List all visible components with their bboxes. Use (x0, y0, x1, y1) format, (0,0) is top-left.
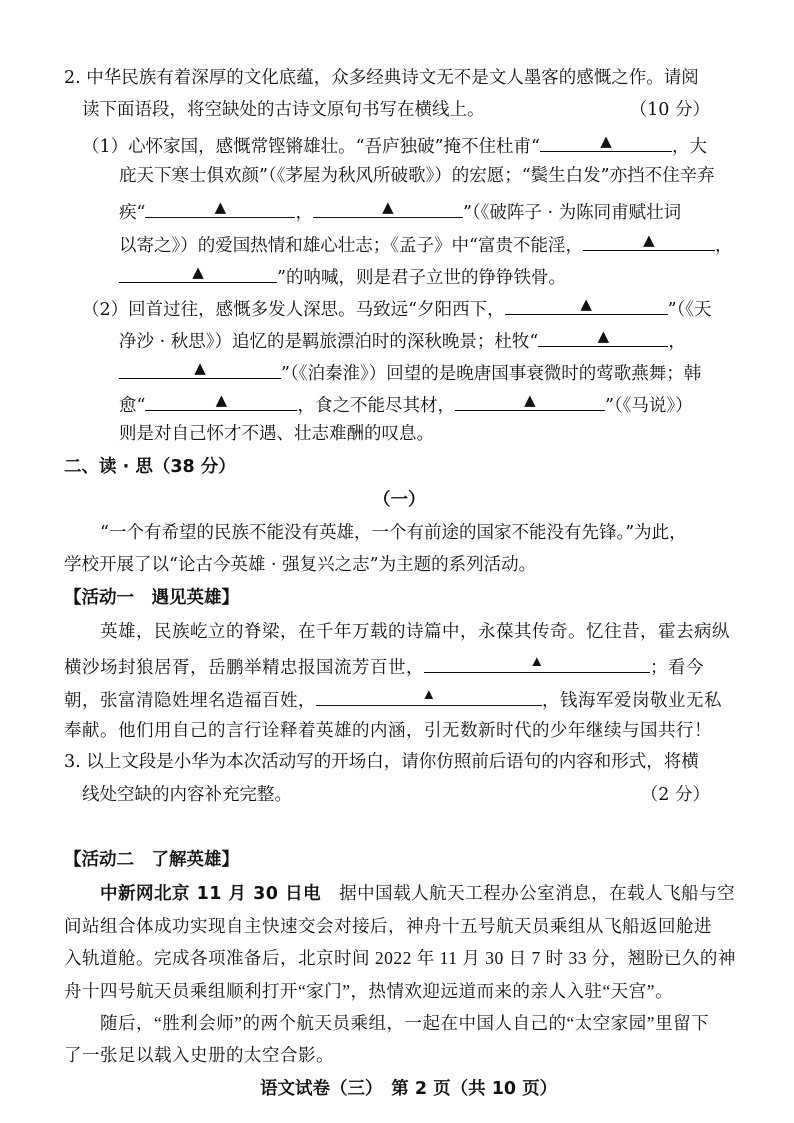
q2-part2-line-4: 愈“ ▲ ，食之不能尽其材， ▲ ”（《马说》） (119, 391, 693, 416)
answer-blank[interactable] (538, 326, 668, 347)
answer-blank[interactable] (313, 197, 463, 218)
q2-part2-line-5: 则是对自己怀才不遇、壮志难酬的叹息。 (119, 424, 434, 444)
answer-blank[interactable] (119, 262, 277, 283)
triangle-marker-icon: ▲ (421, 687, 437, 703)
answer-blank[interactable] (316, 685, 542, 706)
q2-score: （10 分） (629, 100, 710, 120)
activity-1-line-1: 英雄，民族屹立的脊梁，在千年万载的诗篇中，永葆其传奇。忆往昔，霍去病纵 (100, 621, 730, 641)
activity-2-line-1: 中新网北京 11 月 30 日电 据中国载人航天工程办公室消息，在载人飞船与空 (100, 883, 736, 904)
triangle-marker-icon: ▲ (214, 198, 227, 216)
q2-part1-line-2: 庇天下寒士俱欢颜”（《茅屋为秋风所破歌》）的宏愿；“鬓生白发”亦挡不住辛弃 (119, 166, 715, 186)
q2-part2-line-2: 净沙 · 秋思》）追忆的是羁旅漂泊时的深秋晚景；杜牧“ ▲ ， (119, 327, 686, 352)
answer-blank[interactable] (119, 358, 281, 379)
q2-part2-line-1: （2）回首过往，感慨多发人深思。马致远“夕阳西下， ▲ ”（《天 (82, 295, 712, 320)
activity-1-line-2: 横沙场封狼居胥，岳鹏举精忠报国流芳百世， ▲ ；看今 (64, 654, 704, 677)
triangle-marker-icon: ▲ (529, 654, 545, 670)
q2-part2-line-3: ▲ ”（《泊秦淮》）回望的是晚唐国事衰微时的莺歌燕舞；韩 (119, 358, 701, 384)
activity-1-line-3: 朝，张富清隐姓埋名造福百姓， ▲ ，钱海军爱岗敬业无私 (64, 687, 722, 710)
q2-part1-line-5: ▲ ”的呐喊，则是君子立世的铮铮铁骨。 (119, 262, 566, 288)
triangle-marker-icon: ▲ (215, 391, 228, 409)
triangle-marker-icon: ▲ (600, 132, 612, 150)
subsection-title: （一） (373, 490, 426, 510)
q3-score: （2 分） (640, 785, 710, 805)
triangle-marker-icon: ▲ (643, 231, 655, 249)
triangle-marker-icon: ▲ (597, 327, 610, 345)
q2-line-1: 2. 中华民族有着深厚的文化底蕴，众多经典诗文无不是文人墨客的感慨之作。请阅 (64, 68, 699, 88)
triangle-marker-icon: ▲ (382, 198, 394, 216)
intro-line-2: 学校开展了以“论古今英雄 · 强复兴之志”为主题的系列活动。 (64, 555, 537, 575)
activity-2-line-2: 间站组合体成功实现自主快速交会对接后，神舟十五号航天员乘组从飞船返回舱进 (64, 916, 712, 936)
q3-line-2: 线处空缺的内容补充完整。 (82, 785, 292, 805)
q2-part1-line-1: （1）心怀家国，感慨常铿锵雄壮。“吾庐独破”掩不住杜甫“ ▲ ，大 (82, 132, 707, 157)
section-title: 二、读 · 思（38 分） (64, 457, 236, 477)
answer-blank[interactable] (583, 230, 715, 251)
answer-blank[interactable] (455, 390, 605, 411)
answer-blank[interactable] (145, 197, 295, 218)
triangle-marker-icon: ▲ (192, 263, 204, 281)
activity-2-line-6: 了一张足以载入史册的太空合影。 (64, 1045, 334, 1065)
triangle-marker-icon: ▲ (580, 295, 592, 313)
triangle-marker-icon: ▲ (194, 359, 206, 377)
intro-line-1: “一个有希望的民族不能没有英雄，一个有前途的国家不能没有先锋。”为此， (100, 523, 687, 543)
answer-blank[interactable] (505, 294, 668, 315)
activity-2-line-5: 随后，“胜利会师”的两个航天员乘组，一起在中国人自己的“太空家园”里留下 (100, 1013, 710, 1033)
activity-1-line-4: 奉献。他们用自己的言行诠释着英雄的内涵，引无数新时代的少年继续与国共行！ (64, 720, 712, 740)
q2-line-2: 读下面语段，将空缺处的古诗文原句书写在横线上。 (82, 100, 485, 120)
activity-2-line-4: 舟十四号航天员乘组顺利打开“家门”，热情欢迎远道而来的亲人入驻“天宫”。 (64, 981, 674, 1001)
activity-2-title: 【活动二 了解英雄】 (64, 850, 239, 870)
triangle-marker-icon: ▲ (524, 391, 536, 409)
q3-line-1: 3. 以上文段是小华为本次活动写的开场白，请你仿照前后语句的内容和形式，将横 (64, 752, 699, 772)
news-dateline: 中新网北京 11 月 30 日电 (100, 884, 322, 904)
page-footer: 语文试卷（三） 第 2 页（共 10 页） (260, 1079, 558, 1099)
activity-1-title: 【活动一 遇见英雄】 (64, 588, 239, 608)
q2-part1-line-4: 以寄之》）的爱国热情和雄心壮志；《孟子》中“富贵不能淫， ▲ ， (119, 231, 733, 256)
answer-blank[interactable] (540, 131, 672, 152)
activity-2-line-3: 入轨道舱。完成各项准备后，北京时间 2022 年 11 月 30 日 7 时 33 分，翘盼已久的神 (64, 948, 736, 968)
answer-blank[interactable] (424, 652, 650, 673)
answer-blank[interactable] (145, 390, 297, 411)
q2-part1-line-3: 疾“ ▲ ， ▲ ”（《破阵子 · 为陈同甫赋壮词 (119, 198, 682, 223)
